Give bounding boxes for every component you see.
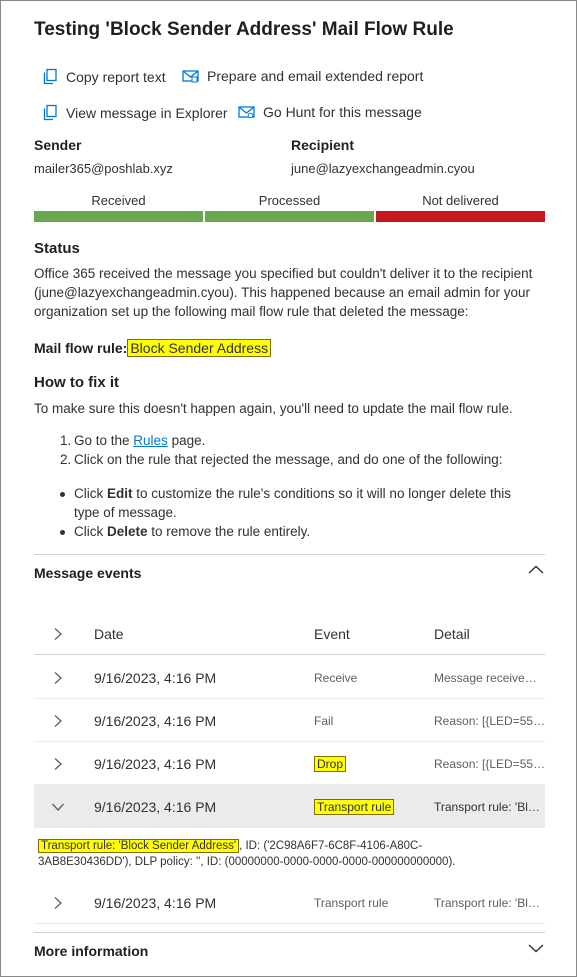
mail-flow-rule-label: Mail flow rule:	[34, 340, 128, 356]
expanded-detail-text: , ID: ('2C98A6F7-6C8F-4106-A80C-3AB8E30436DD'), DLP policy: '', ID: (00000000-0000-0000-0000-000000000000).	[38, 840, 456, 868]
chevron-right-icon	[53, 896, 63, 910]
step-processed-bar	[205, 211, 374, 222]
row-detail: Reason: [{LED=55…	[434, 756, 545, 771]
row-event	[314, 785, 429, 828]
list-item: 2. Click on the rule that rejected the message, and do one of the following:	[60, 452, 503, 467]
go-hunt-button[interactable]	[238, 104, 422, 120]
row-date: 9/16/2023, 4:16 PM	[94, 894, 217, 911]
more-information-heading: More information	[34, 943, 149, 959]
row-event-highlight: Transport rule	[314, 799, 394, 815]
list-item: Click Delete to remove the rule entirely.	[34, 522, 511, 541]
view-explorer-label: View message in Explorer	[66, 104, 228, 121]
rules-link[interactable]: Rules	[133, 433, 168, 448]
step-not-delivered-bar	[376, 211, 545, 222]
chevron-right-icon	[53, 714, 63, 728]
row-date: 9/16/2023, 4:16 PM	[94, 712, 217, 729]
table-row[interactable]	[34, 881, 545, 924]
row-date: 9/16/2023, 4:16 PM	[94, 669, 217, 686]
more-information-expand-button[interactable]	[527, 941, 545, 959]
mail-icon	[182, 69, 199, 84]
status-heading: Status	[34, 240, 80, 257]
row-event	[314, 742, 429, 785]
column-header-event[interactable]: Event	[314, 625, 350, 642]
view-explorer-button[interactable]	[42, 104, 228, 121]
list-item: 1. Go to the Rules page.	[60, 433, 206, 448]
mail-flow-rule	[34, 340, 271, 356]
table-row[interactable]	[34, 742, 545, 785]
table-row[interactable]	[34, 699, 545, 742]
row-expand-button[interactable]	[46, 742, 70, 785]
row-event-highlight: Drop	[314, 756, 346, 772]
row-event: Transport rule	[314, 895, 389, 910]
fix-heading: How to fix it	[34, 374, 119, 391]
step-not-delivered-label: Not delivered	[422, 193, 499, 208]
chevron-up-icon	[527, 564, 545, 576]
row-detail: Message receive…	[434, 670, 537, 685]
status-text: Office 365 received the message you specified but couldn't deliver it to the recipient (june@lazyexchangeadmin.cyou). This happened because an email admin for your organization set up the following mail flow rule that deleted the message:	[34, 266, 533, 319]
column-header-date[interactable]: Date	[94, 625, 124, 642]
mail-search-icon	[238, 105, 255, 120]
row-detail: Reason: [{LED=55…	[434, 713, 545, 728]
step-received-label: Received	[91, 193, 146, 208]
sender-value: mailer365@poshlab.xyz	[34, 161, 173, 176]
mail-flow-rule-value: Block Sender Address	[127, 339, 271, 357]
fix-options-list	[34, 484, 511, 541]
step-received-bar	[34, 211, 203, 222]
row-expand-button[interactable]	[46, 881, 70, 924]
copy-icon	[42, 104, 58, 121]
chevron-right-icon	[53, 671, 63, 685]
chevron-right-icon	[53, 627, 63, 641]
page-title: Testing 'Block Sender Address' Mail Flow Rule	[34, 19, 454, 40]
copy-report-label: Copy report text	[66, 68, 166, 85]
step-processed-label: Processed	[258, 193, 321, 208]
list-item: Click Edit to customize the rule's conditions so it will no longer delete this	[34, 484, 511, 503]
table-header-row	[34, 612, 545, 655]
row-event: Fail	[314, 713, 334, 728]
table-row-selected[interactable]	[34, 785, 545, 828]
message-events-collapse-button[interactable]	[527, 563, 545, 581]
expanded-event-detail	[38, 838, 508, 870]
row-expand-button[interactable]	[46, 656, 70, 699]
message-events-heading: Message events	[34, 565, 142, 581]
list-item: type of message.	[74, 505, 177, 520]
expanded-detail-highlight: Transport rule: 'Block Sender Address'	[38, 839, 239, 853]
table-row[interactable]	[34, 656, 545, 699]
prepare-email-label: Prepare and email extended report	[207, 68, 424, 84]
expand-all-button[interactable]	[46, 612, 70, 655]
row-collapse-button[interactable]	[46, 785, 70, 828]
fix-steps-list	[34, 431, 503, 469]
recipient-label: Recipient	[291, 137, 355, 153]
row-expand-button[interactable]	[46, 699, 70, 742]
row-event: Receive	[314, 670, 358, 685]
row-detail: Transport rule: 'Bl…	[434, 799, 540, 814]
row-date: 9/16/2023, 4:16 PM	[94, 798, 217, 815]
column-header-detail[interactable]: Detail	[434, 625, 470, 642]
recipient-value: june@lazyexchangeadmin.cyou	[291, 161, 475, 176]
delivery-status-steps	[34, 193, 545, 223]
fix-intro: To make sure this doesn't happen again, you'll need to update the mail flow rule.	[34, 401, 513, 416]
go-hunt-label: Go Hunt for this message	[263, 104, 422, 120]
divider	[34, 554, 545, 555]
row-detail: Transport rule: 'Bl…	[434, 895, 540, 910]
chevron-down-icon	[51, 802, 65, 812]
prepare-email-button[interactable]	[182, 68, 423, 84]
copy-report-button[interactable]	[42, 68, 166, 85]
chevron-right-icon	[53, 757, 63, 771]
row-date: 9/16/2023, 4:16 PM	[94, 755, 217, 772]
sender-label: Sender	[34, 137, 82, 153]
chevron-down-icon	[527, 942, 545, 954]
divider	[34, 932, 545, 933]
copy-icon	[42, 68, 58, 85]
